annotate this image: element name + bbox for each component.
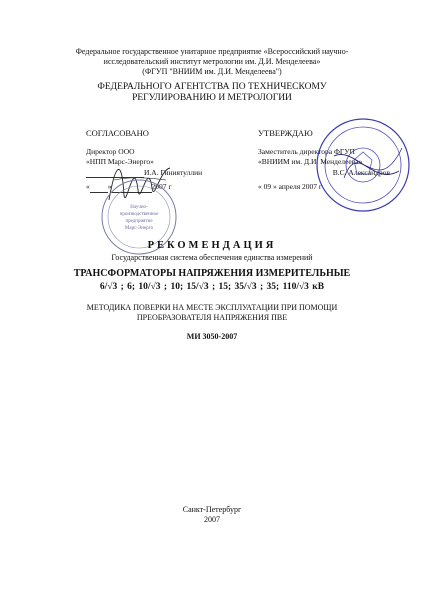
document-code: МИ 3050-2007 <box>186 332 238 341</box>
document-kind: РЕКОМЕНДАЦИЯ <box>147 240 277 251</box>
svg-text:Марс-Энерго: Марс-Энерго <box>124 226 154 231</box>
approval-left-position-1: Директор ООО <box>86 146 135 156</box>
date-open-quote: « <box>86 182 90 191</box>
organization-line-1: Федеральное государственное унитарное предприятие «Всероссийский научно- <box>75 47 349 56</box>
footer-city: Санкт-Петербург <box>182 505 242 514</box>
svg-text:производственное: производственное <box>119 212 159 217</box>
agency-line-1: ФЕДЕРАЛЬНОГО АГЕНТСТВА ПО ТЕХНИЧЕСКОМУ <box>97 82 327 92</box>
approval-right-position-1: Заместитель директора ФГУП <box>258 146 355 156</box>
organization-header <box>0 47 424 77</box>
approval-left-position-2: «НПП Марс-Энерго» <box>86 157 154 166</box>
document-title: ТРАНСФОРМАТОРЫ НАПРЯЖЕНИЯ ИЗМЕРИТЕЛЬНЫЕ <box>73 268 351 279</box>
approval-left-title: СОГЛАСОВАНО <box>86 128 149 138</box>
organization-line-2: исследовательский институт метрологии им. Д.И. Менделеева» <box>103 57 321 66</box>
svg-text:предприятие: предприятие <box>125 219 153 224</box>
agency-header <box>0 82 424 104</box>
footer <box>0 505 424 525</box>
date-close-quote: » <box>107 182 112 191</box>
voltage-list: 6/√3 ; 6; 10/√3 ; 10; 15/√3 ; 15; 35/√3 ; 35; 110/√3 кВ <box>99 282 325 292</box>
approval-left-signer: И.А. Гиниятуллин <box>144 167 203 177</box>
stamp-vniim <box>314 116 412 214</box>
approval-right-title: УТВЕРЖДАЮ <box>258 128 313 138</box>
approval-left-year: 2007 г <box>151 182 172 191</box>
method-title <box>0 303 424 323</box>
organization-line-3: (ФГУП "ВНИИМ им. Д.И. Менделеева") <box>142 67 282 76</box>
approval-right-date: « 09 » апреля 2007 г <box>258 182 322 191</box>
agency-line-2: РЕГУЛИРОВАНИЮ И МЕТРОЛОГИИ <box>132 93 292 103</box>
method-line-2: ПРЕОБРАЗОВАТЕЛЯ НАПРЯЖЕНИЯ ПВЕ <box>136 313 288 322</box>
approval-right-signer: В.С. Александров <box>332 167 390 177</box>
document-system: Государственная система обеспечения единства измерений <box>111 253 313 262</box>
svg-text:Научно-: Научно- <box>130 205 148 210</box>
footer-year: 2007 <box>204 515 220 524</box>
method-line-1: МЕТОДИКА ПОВЕРКИ НА МЕСТЕ ЭКСПЛУАТАЦИИ ПРИ ПОМОЩИ <box>86 303 338 312</box>
approval-right-position-2: «ВНИИМ им. Д.И. Менделеева» <box>258 157 363 166</box>
